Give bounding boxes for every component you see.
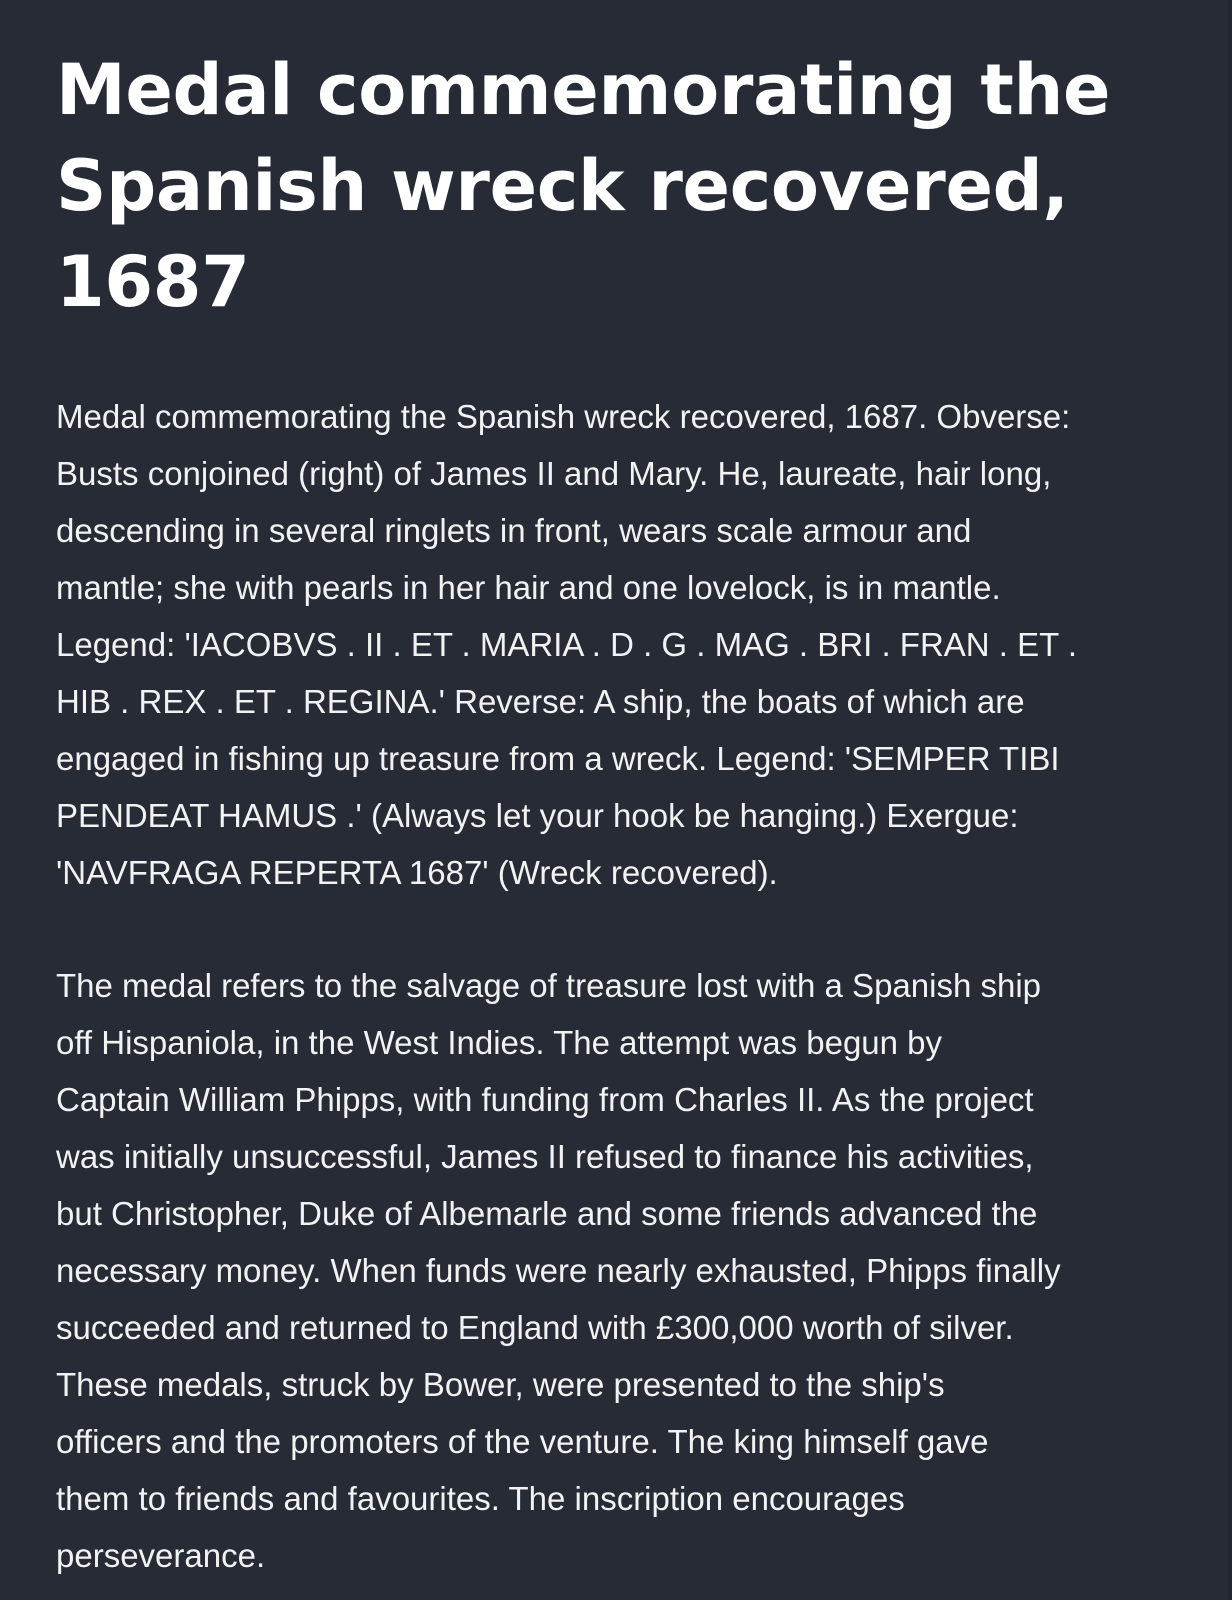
paragraph-line: off Hispaniola, in the West Indies. The attempt was begun by (56, 1024, 943, 1061)
paragraph-line: 'NAVFRAGA REPERTA 1687' (Wreck recovered). (56, 854, 778, 891)
history-paragraph (56, 957, 1206, 1584)
paragraph-line: Captain William Phipps, with funding from Charles II. As the project (56, 1081, 1034, 1118)
paragraph-line: mantle; she with pearls in her hair and one lovelock, is in mantle. (56, 569, 1001, 606)
right-edge-divider (1228, 0, 1232, 1600)
paragraph-line: Medal commemorating the Spanish wreck recovered, 1687. Obverse: (56, 398, 1071, 435)
paragraph-line: succeeded and returned to England with £300,000 worth of silver. (56, 1309, 1014, 1346)
title-line: Medal commemorating the (56, 49, 1111, 131)
article-content (56, 42, 1206, 1584)
paragraph-line: Busts conjoined (right) of James II and Mary. He, laureate, hair long, (56, 455, 1052, 492)
paragraph-line: The medal refers to the salvage of treasure lost with a Spanish ship (56, 967, 1042, 1004)
title-line: 1687 (56, 241, 250, 323)
paragraph-line: but Christopher, Duke of Albemarle and some friends advanced the (56, 1195, 1038, 1232)
paragraph-line: Legend: 'IACOBVS . II . ET . MARIA . D . G . MAG . BRI . FRAN . ET . (56, 626, 1078, 663)
paragraph-line: These medals, struck by Bower, were presented to the ship's (56, 1366, 945, 1403)
paragraph-line: officers and the promoters of the venture. The king himself gave (56, 1423, 989, 1460)
paragraph-line: them to friends and favourites. The inscription encourages (56, 1480, 905, 1517)
paragraph-line: HIB . REX . ET . REGINA.' Reverse: A ship, the boats of which are (56, 683, 1025, 720)
paragraph-line: PENDEAT HAMUS .' (Always let your hook be hanging.) Exergue: (56, 797, 1019, 834)
paragraph-line: engaged in fishing up treasure from a wreck. Legend: 'SEMPER TIBI (56, 740, 1060, 777)
paragraph-line: necessary money. When funds were nearly exhausted, Phipps finally (56, 1252, 1061, 1289)
description-paragraph (56, 388, 1206, 901)
paragraph-line: was initially unsuccessful, James II refused to finance his activities, (56, 1138, 1034, 1175)
paragraph-line: perseverance. (56, 1537, 266, 1574)
title-line: Spanish wreck recovered, (56, 145, 1069, 227)
page-title (56, 42, 1206, 330)
article-body (56, 388, 1206, 1584)
paragraph-line: descending in several ringlets in front, wears scale armour and (56, 512, 972, 549)
